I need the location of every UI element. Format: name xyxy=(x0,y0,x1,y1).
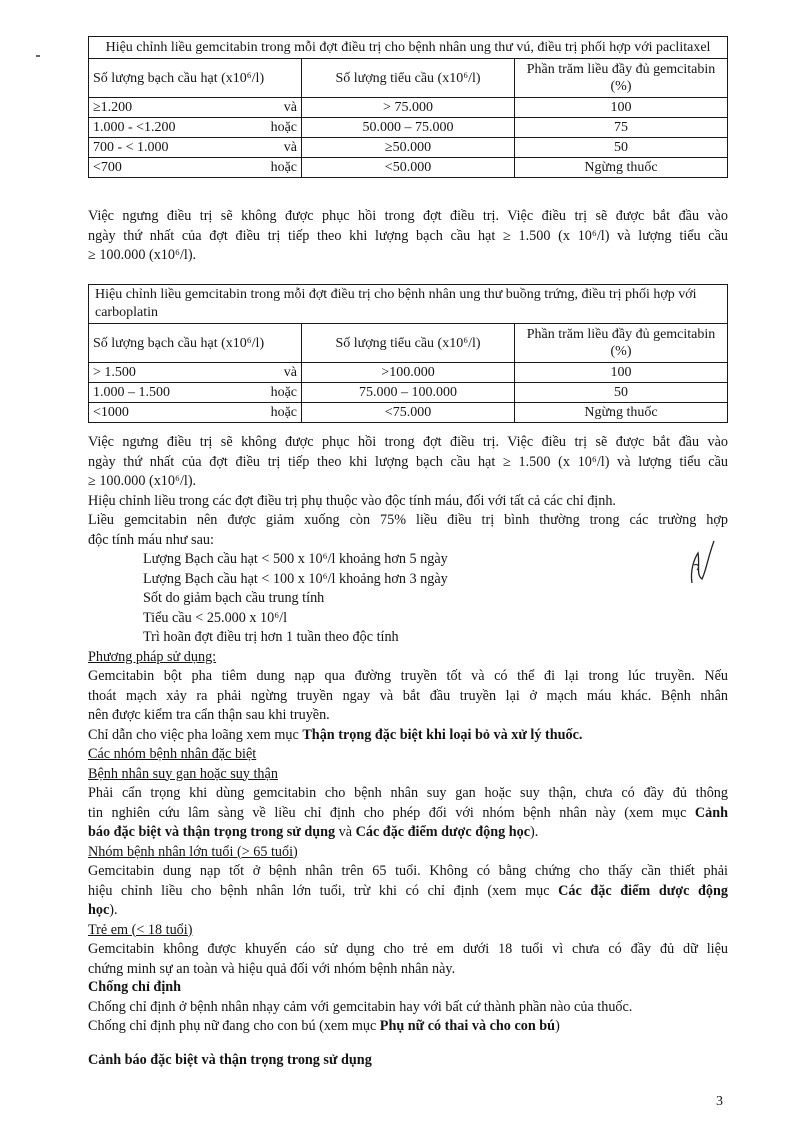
table-row xyxy=(89,98,728,118)
text-line: Gemcitabin dung nạp tốt ở bệnh nhân trên 65 tuổi. Không có bằng chứng cho thấy cần thiết phải xyxy=(88,863,728,879)
column-header-neutrophil: Số lượng bạch cầu hạt (x10⁶/l) xyxy=(89,324,302,363)
neutrophil-cell: 700 - < 1.000 xyxy=(93,140,169,155)
text-line: độc tính máu như sau: xyxy=(88,531,214,548)
neutrophil-cell: <700 xyxy=(93,160,122,175)
warnings-section xyxy=(88,1051,728,1071)
handwritten-initials xyxy=(680,535,720,595)
text-run: ) xyxy=(555,1018,560,1034)
percent-cell: 50 xyxy=(515,138,728,158)
text-line: nên được kiểm tra cẩn thận sau khi truyền. xyxy=(88,707,330,723)
platelet-cell: ≥50.000 xyxy=(302,138,515,158)
dose-table-ovarian-cancer xyxy=(88,284,728,423)
section-reference: Các đặc điểm dược động xyxy=(558,882,728,899)
table-row xyxy=(89,118,728,138)
table-title: Hiệu chỉnh liều gemcitabin trong mỗi đợt điều trị cho bệnh nhân ung thư vú, điều trị phối hợp với paclitaxel xyxy=(89,37,728,59)
page-number: 3 xyxy=(716,1094,723,1109)
text-line xyxy=(88,901,728,921)
column-header-platelet: Số lượng tiểu cầu (x10⁶/l) xyxy=(302,324,515,363)
section-reference: Cảnh xyxy=(694,804,728,821)
column-header-neutrophil: Số lượng bạch cầu hạt (x10⁶/l) xyxy=(89,59,302,98)
contraindications-section xyxy=(88,978,728,1037)
text-run: ). xyxy=(109,902,118,918)
list-item: Lượng Bạch cầu hạt < 500 x 10⁶/l khoảng hơn 5 ngày xyxy=(143,551,448,567)
percent-cell: Ngừng thuốc xyxy=(515,158,728,178)
neutrophil-cell: > 1.500 xyxy=(93,365,136,380)
table-row xyxy=(89,363,728,383)
section-reference: học xyxy=(88,902,110,918)
text-line xyxy=(88,882,728,902)
text-line: ngày thứ nhất của đợt điều trị tiếp theo khi lượng bạch cầu hạt ≥ 1.500 (x 10⁶/l) và lượng tiểu cầu xyxy=(88,227,728,244)
list-item: Tiểu cầu < 25.000 x 10⁶/l xyxy=(143,609,288,626)
section-reference: Thận trọng đặc biệt khi loại bỏ và xử lý thuốc. xyxy=(302,726,583,743)
column-header-percent: Phần trăm liều đầy đủ gemcitabin (%) xyxy=(515,59,728,98)
percent-cell: 50 xyxy=(515,383,728,403)
text-line: Việc ngưng điều trị sẽ không được phục hồi trong đợt điều trị. Việc điều trị sẽ được bắt đầu vào xyxy=(88,208,728,224)
column-header-platelet: Số lượng tiểu cầu (x10⁶/l) xyxy=(302,59,515,98)
table-row xyxy=(89,383,728,403)
neutrophil-cell: 1.000 - <1.200 xyxy=(93,120,176,135)
text-run: ). xyxy=(530,824,539,840)
children-heading: Trẻ em (< 18 tuổi) xyxy=(88,921,193,938)
platelet-cell: >100.000 xyxy=(302,363,515,383)
text-run: tin nghiên cứu lâm sàng về liều chỉ định cho phép đối với nhóm bệnh nhân này (xem mục xyxy=(88,804,695,821)
conjunction-cell: và xyxy=(283,100,297,115)
dose-table-breast-cancer xyxy=(88,36,728,178)
renal-hepatic-heading: Bệnh nhân suy gan hoặc suy thận xyxy=(88,765,278,782)
text-line: ≥ 100.000 (x10⁶/l). xyxy=(88,473,197,489)
platelet-cell: 50.000 – 75.000 xyxy=(302,118,515,138)
text-line xyxy=(88,726,728,746)
table-row xyxy=(89,158,728,178)
text-line: Hiệu chỉnh liều trong các đợt điều trị phụ thuộc vào độc tính máu, đối với tất cả các chỉ định. xyxy=(88,492,616,509)
platelet-cell: <75.000 xyxy=(302,403,515,423)
text-line xyxy=(88,1017,728,1037)
neutrophil-cell: <1000 xyxy=(93,405,129,420)
column-header-percent: Phần trăm liều đầy đủ gemcitabin (%) xyxy=(515,324,728,363)
section-reference: báo đặc biệt và thận trọng trong sử dụng xyxy=(88,824,336,840)
conjunction-cell: hoặc xyxy=(270,160,297,175)
text-run: Chống chỉ định phụ nữ đang cho con bú (xem mục xyxy=(88,1018,380,1034)
text-line: Phải cẩn trọng khi dùng gemcitabin cho bệnh nhân suy gan hoặc suy thận, chưa có đầy đủ thông xyxy=(88,785,728,801)
conjunction-cell: hoặc xyxy=(270,405,297,420)
neutrophil-cell: 1.000 – 1.500 xyxy=(93,385,170,400)
platelet-cell: <50.000 xyxy=(302,158,515,178)
table-title: Hiệu chỉnh liều gemcitabin trong mỗi đợt điều trị cho bệnh nhân ung thư buồng trứng, điều trị phối hợp với carboplatin xyxy=(89,285,728,324)
percent-cell: 100 xyxy=(515,363,728,383)
method-heading: Phương pháp sử dụng: xyxy=(88,648,217,665)
text-line: ngày thứ nhất của đợt điều trị tiếp theo khi lượng bạch cầu hạt ≥ 1.500 (x 10⁶/l) và lượng tiểu cầu xyxy=(88,453,728,470)
platelet-cell: > 75.000 xyxy=(302,98,515,118)
dose-adjustment-paragraph xyxy=(88,433,728,979)
conjunction-cell: và xyxy=(283,140,297,155)
table-row xyxy=(89,403,728,423)
section-reference: Các đặc điểm dược động học xyxy=(355,824,531,840)
text-run: Chỉ dẫn cho việc pha loãng xem mục xyxy=(88,726,303,743)
text-line: Chống chỉ định ở bệnh nhân nhạy cảm với gemcitabin hay với bất cứ thành phần nào của thuốc. xyxy=(88,998,633,1015)
percent-cell: 75 xyxy=(515,118,728,138)
text-line xyxy=(88,804,728,824)
list-item: Sốt do giảm bạch cầu trung tính xyxy=(143,590,325,606)
resume-treatment-paragraph xyxy=(88,207,728,266)
list-item: Trì hoãn đợt điều trị hơn 1 tuần theo độc tính xyxy=(143,629,399,645)
elderly-heading: Nhóm bệnh nhân lớn tuổi (> 65 tuổi) xyxy=(88,843,298,860)
text-line: Gemcitabin bột pha tiêm dung nạp qua đường truyền tốt và có thể đi lại trong lúc truyền. Nếu xyxy=(88,668,728,684)
text-line xyxy=(88,823,728,843)
list-item: Lượng Bạch cầu hạt < 100 x 10⁶/l khoảng hơn 3 ngày xyxy=(143,570,448,587)
text-run: và xyxy=(335,824,356,840)
text-run: hiệu chỉnh liều cho bệnh nhân lớn tuổi, trừ khi có chỉ định (xem mục xyxy=(88,882,559,899)
text-line: Gemcitabin không được khuyến cáo sử dụng cho trẻ em dưới 18 tuổi vì chưa có đầy đủ dữ liệu xyxy=(88,941,728,957)
neutrophil-cell: ≥1.200 xyxy=(93,100,133,115)
text-line: Việc ngưng điều trị sẽ không được phục hồi trong đợt điều trị. Việc điều trị sẽ được bắt đầu vào xyxy=(88,434,728,450)
conjunction-cell: hoặc xyxy=(270,120,297,135)
conjunction-cell: và xyxy=(283,365,297,380)
warnings-heading: Cảnh báo đặc biệt và thận trọng trong sử dụng xyxy=(88,1052,372,1068)
text-line: ≥ 100.000 (x10⁶/l). xyxy=(88,247,197,263)
text-line: Liều gemcitabin nên được giảm xuống còn 75% liều điều trị bình thường trong các trường hợp xyxy=(88,512,728,528)
platelet-cell: 75.000 – 100.000 xyxy=(302,383,515,403)
contraindications-heading: Chống chỉ định xyxy=(88,979,182,995)
scan-speck xyxy=(36,55,40,57)
text-line: chứng minh sự an toàn và hiệu quả đối với nhóm bệnh nhân này. xyxy=(88,960,456,977)
percent-cell: 100 xyxy=(515,98,728,118)
text-line: thoát mạch xảy ra phải ngừng truyền ngay và bắt đầu truyền lại ở mạch máu khác. Bệnh nhân xyxy=(88,687,728,704)
percent-cell: Ngừng thuốc xyxy=(515,403,728,423)
conjunction-cell: hoặc xyxy=(270,385,297,400)
special-groups-heading: Các nhóm bệnh nhân đặc biệt xyxy=(88,746,257,762)
table-row xyxy=(89,138,728,158)
section-reference: Phụ nữ có thai và cho con bú xyxy=(379,1018,556,1034)
